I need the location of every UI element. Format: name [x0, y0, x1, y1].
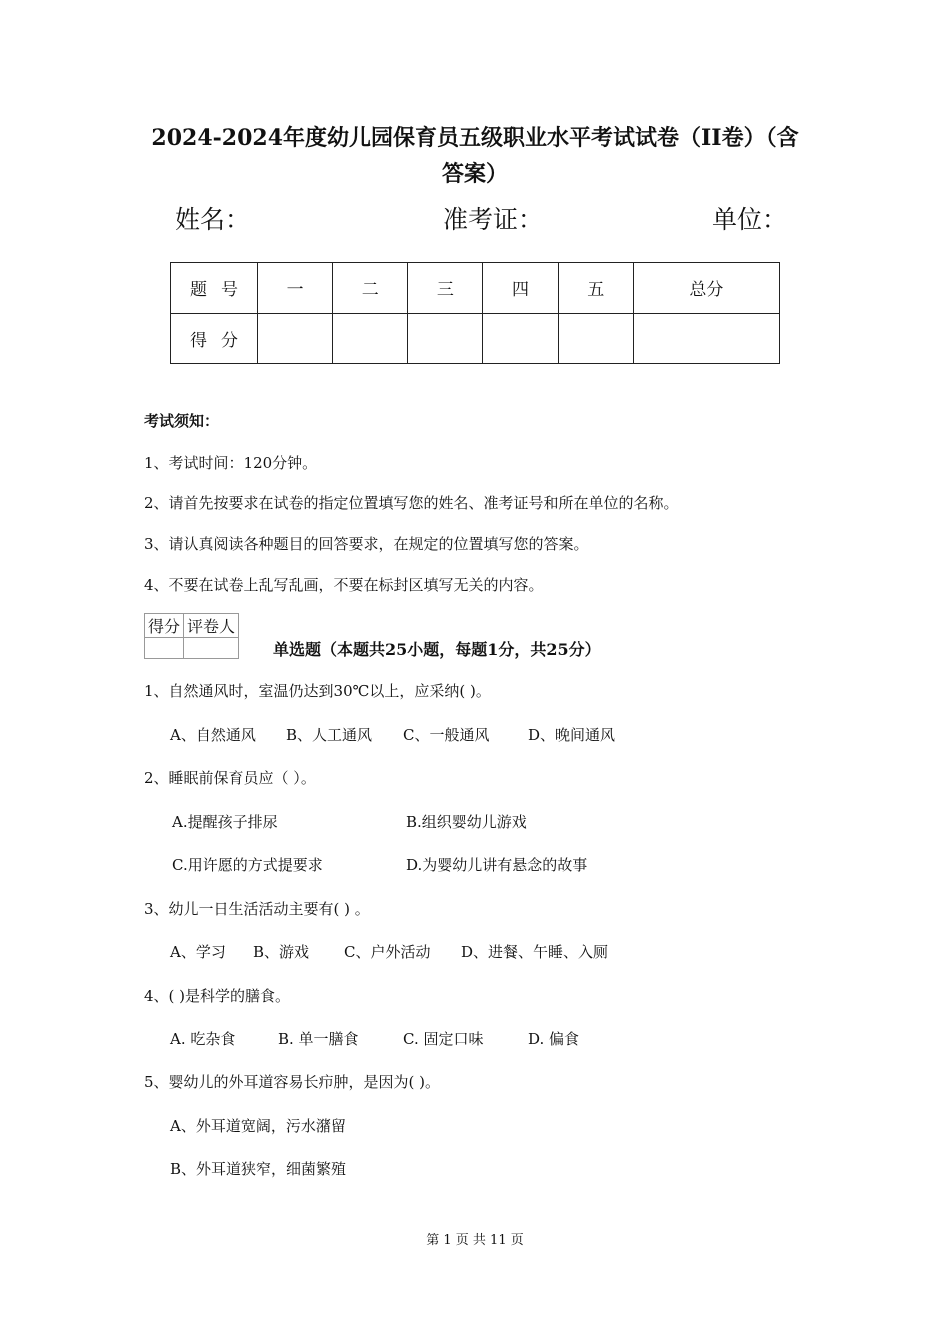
score-cell[interactable]: [483, 313, 558, 364]
option-5b: B、外耳道狭窄，细菌繁殖: [170, 1160, 347, 1178]
option-3b: B、游戏: [253, 943, 310, 961]
option-4b: B. 单一膳食: [278, 1030, 359, 1048]
question-5: 5、婴幼儿的外耳道容易长疖肿，是因为( )。: [144, 1073, 441, 1091]
option-1d: D、晚间通风: [528, 726, 616, 744]
score-table-score-row: [171, 313, 780, 364]
option-3a: A、学习: [170, 943, 226, 961]
option-4a: A. 吃杂食: [170, 1030, 236, 1048]
score-table-header-row: [171, 263, 780, 314]
notice-title: 考试须知：: [144, 412, 220, 430]
grader-name-cell[interactable]: [184, 638, 239, 659]
option-4c: C. 固定口味: [403, 1030, 484, 1048]
title-line-2: 答案）: [441, 161, 508, 187]
question-4: 4、( )是科学的膳食。: [144, 987, 291, 1005]
column-header: 二: [333, 263, 408, 314]
unit-field-label: 单位：: [712, 205, 788, 234]
title-line-1: 2024-2024年度幼儿园保育员五级职业水平考试试卷（II卷）（含: [151, 125, 799, 151]
column-header: 三: [408, 263, 483, 314]
page-footer: 第 1 页 共 11 页: [426, 1233, 524, 1248]
option-5a: A、外耳道宽阔，污水潴留: [170, 1117, 346, 1135]
notice-item: 4、不要在试卷上乱写乱画，不要在标封区填写无关的内容。: [144, 576, 544, 594]
column-header: 一: [258, 263, 333, 314]
option-2d: D.为婴幼儿讲有悬念的故事: [406, 856, 588, 874]
score-row-label: 得分: [171, 313, 258, 364]
option-1b: B、人工通风: [286, 726, 373, 744]
option-1a: A、自然通风: [170, 726, 256, 744]
column-header: 总分: [633, 263, 779, 314]
score-cell[interactable]: [558, 313, 633, 364]
question-number-label: 题号: [171, 263, 258, 314]
section-title: 单选题（本题共25小题，每题1分，共25分）: [273, 640, 601, 659]
column-header: 五: [558, 263, 633, 314]
grader-box: [144, 613, 239, 659]
option-2b: B.组织婴幼儿游戏: [406, 813, 527, 831]
column-header: 四: [483, 263, 558, 314]
notice-item: 1、考试时间：120分钟。: [144, 454, 318, 472]
question-2: 2、睡眠前保育员应（ ）。: [144, 769, 316, 787]
option-2a: A.提醒孩子排尿: [172, 813, 278, 831]
name-field-label: 姓名：: [175, 205, 251, 234]
exam-title: [120, 120, 830, 192]
option-1c: C、一般通风: [403, 726, 490, 744]
option-3c: C、户外活动: [344, 943, 431, 961]
score-cell[interactable]: [408, 313, 483, 364]
exam-id-field-label: 准考证：: [443, 205, 544, 234]
score-cell[interactable]: [633, 313, 779, 364]
option-4d: D. 偏食: [528, 1030, 580, 1048]
question-3: 3、幼儿一日生活活动主要有( ) 。: [144, 900, 370, 918]
grader-score-label: 得分: [145, 614, 184, 638]
option-3d: D、进餐、午睡、入厕: [461, 943, 609, 961]
question-1: 1、自然通风时，室温仍达到30℃以上，应采纳( )。: [144, 682, 491, 700]
option-2c: C.用许愿的方式提要求: [172, 856, 323, 874]
score-table: [170, 262, 780, 364]
grader-score-cell[interactable]: [145, 638, 184, 659]
grader-name-label: 评卷人: [184, 614, 239, 638]
notice-item: 2、请首先按要求在试卷的指定位置填写您的姓名、准考证号和所在单位的名称。: [144, 494, 679, 512]
notice-item: 3、请认真阅读各种题目的回答要求，在规定的位置填写您的答案。: [144, 535, 589, 553]
score-cell[interactable]: [333, 313, 408, 364]
score-cell[interactable]: [258, 313, 333, 364]
